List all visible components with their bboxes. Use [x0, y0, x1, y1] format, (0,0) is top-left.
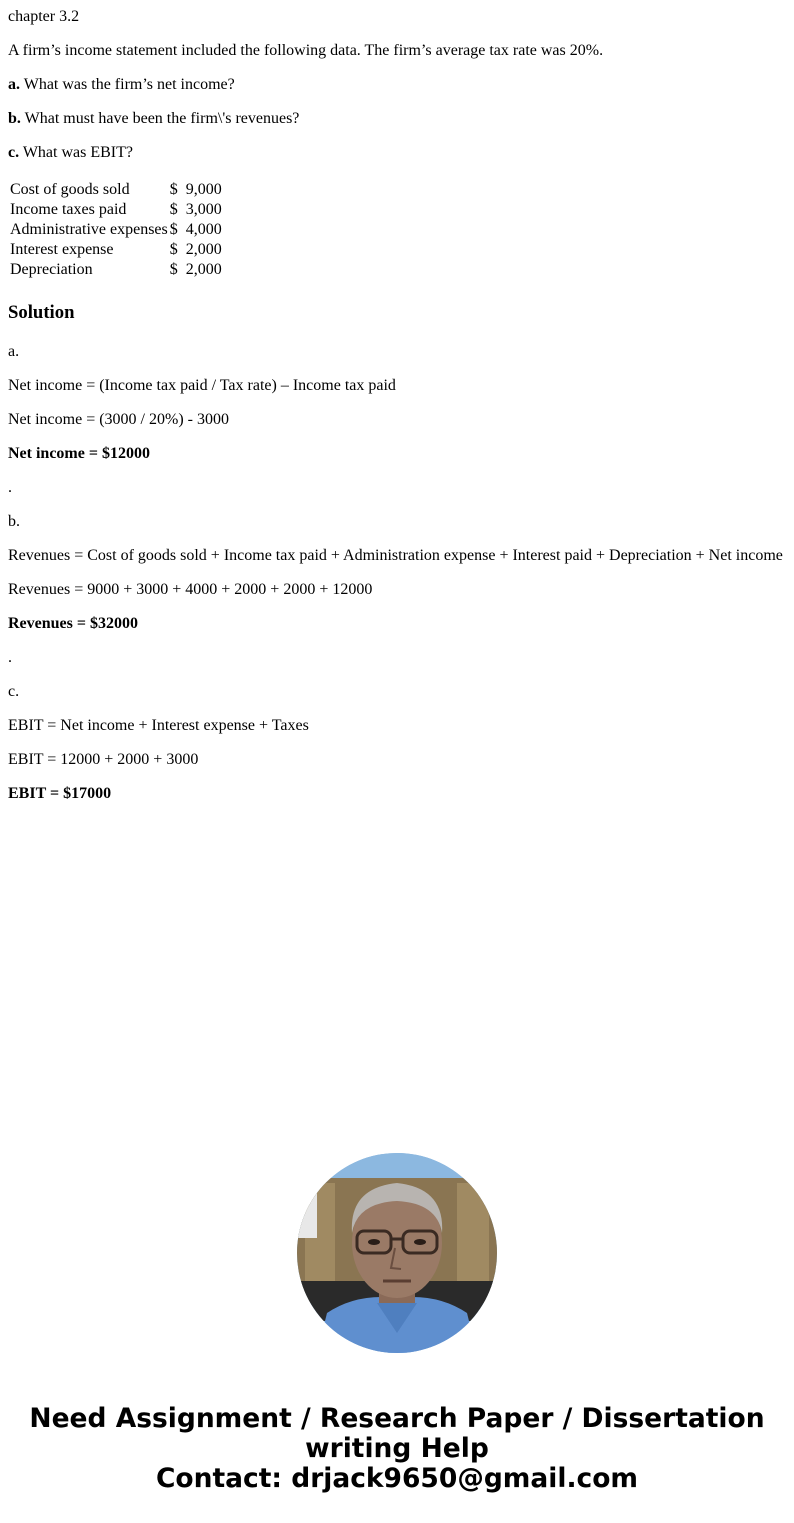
author-avatar — [297, 1153, 497, 1353]
solution-part-b-substitution: Revenues = 9000 + 3000 + 4000 + 2000 + 2000 + 12000 — [8, 581, 373, 598]
question-b — [8, 110, 299, 128]
solution-part-b-label: b. — [8, 513, 20, 530]
item-cell: Income taxes paid — [10, 201, 127, 218]
chapter-label: chapter 3.2 — [8, 8, 80, 25]
question-label: a. — [8, 76, 20, 93]
item-cell: Depreciation — [10, 261, 93, 278]
table-row — [8, 200, 224, 220]
person-portrait-icon — [297, 1153, 497, 1353]
amount-value: 2,000 — [185, 241, 222, 258]
solution-part-a-formula: Net income = (Income tax paid / Tax rate) – Income tax paid — [8, 377, 396, 394]
amount-cell — [170, 240, 224, 260]
question-a — [8, 76, 235, 94]
promo-banner — [0, 1404, 794, 1494]
separator-dot: . — [8, 479, 12, 496]
amount-cell — [170, 220, 224, 240]
table-row — [8, 240, 224, 260]
separator-dot: . — [8, 649, 12, 666]
currency-symbol: $ — [169, 221, 178, 238]
solution-part-c-formula: EBIT = Net income + Interest expense + Taxes — [8, 717, 309, 734]
amount-value: 4,000 — [185, 221, 222, 238]
table-row — [8, 260, 224, 280]
solution-heading: Solution — [8, 302, 75, 323]
amount-value: 3,000 — [185, 201, 222, 218]
question-label: b. — [8, 110, 21, 127]
question-text: What must have been the firm\'s revenues? — [20, 110, 300, 127]
promo-line-1: Need Assignment / Research Paper / Dissertation — [29, 1403, 765, 1434]
currency-symbol: $ — [169, 201, 178, 218]
item-cell: Administrative expenses — [10, 221, 168, 238]
result-text: Revenues = $32000 — [8, 615, 138, 632]
question-label: c. — [8, 144, 20, 161]
amount-value: 2,000 — [185, 261, 222, 278]
amount-cell — [170, 180, 224, 200]
currency-symbol: $ — [169, 181, 178, 198]
table-row — [8, 180, 224, 200]
item-cell: Cost of goods sold — [10, 181, 130, 198]
result-text: Net income = $12000 — [8, 445, 150, 462]
solution-part-c-result — [8, 785, 111, 803]
result-text: EBIT = $17000 — [8, 785, 112, 802]
solution-part-c-substitution: EBIT = 12000 + 2000 + 3000 — [8, 751, 199, 768]
solution-part-a-label: a. — [8, 343, 20, 360]
question-c — [8, 144, 133, 162]
currency-symbol: $ — [169, 261, 178, 278]
question-text: What was the firm’s net income? — [20, 76, 235, 93]
promo-contact: Contact: drjack9650@gmail.com — [155, 1463, 639, 1494]
item-cell: Interest expense — [10, 241, 114, 258]
solution-part-b-result — [8, 615, 138, 633]
solution-part-a-result — [8, 445, 150, 463]
income-statement-table — [8, 180, 224, 280]
amount-value: 9,000 — [185, 181, 222, 198]
problem-intro: A firm’s income statement included the following data. The firm’s average tax rate was 20%. — [8, 42, 604, 59]
amount-cell — [170, 260, 224, 280]
amount-cell — [170, 200, 224, 220]
solution-part-c-label: c. — [8, 683, 20, 700]
promo-line-2: writing Help — [305, 1433, 489, 1464]
solution-part-a-substitution: Net income = (3000 / 20%) - 3000 — [8, 411, 229, 428]
question-text: What was EBIT? — [19, 144, 133, 161]
currency-symbol: $ — [169, 241, 178, 258]
solution-part-b-formula: Revenues = Cost of goods sold + Income tax paid + Administration expense + Interest paid + Depreciation + Net income — [8, 547, 783, 564]
table-row — [8, 220, 224, 240]
